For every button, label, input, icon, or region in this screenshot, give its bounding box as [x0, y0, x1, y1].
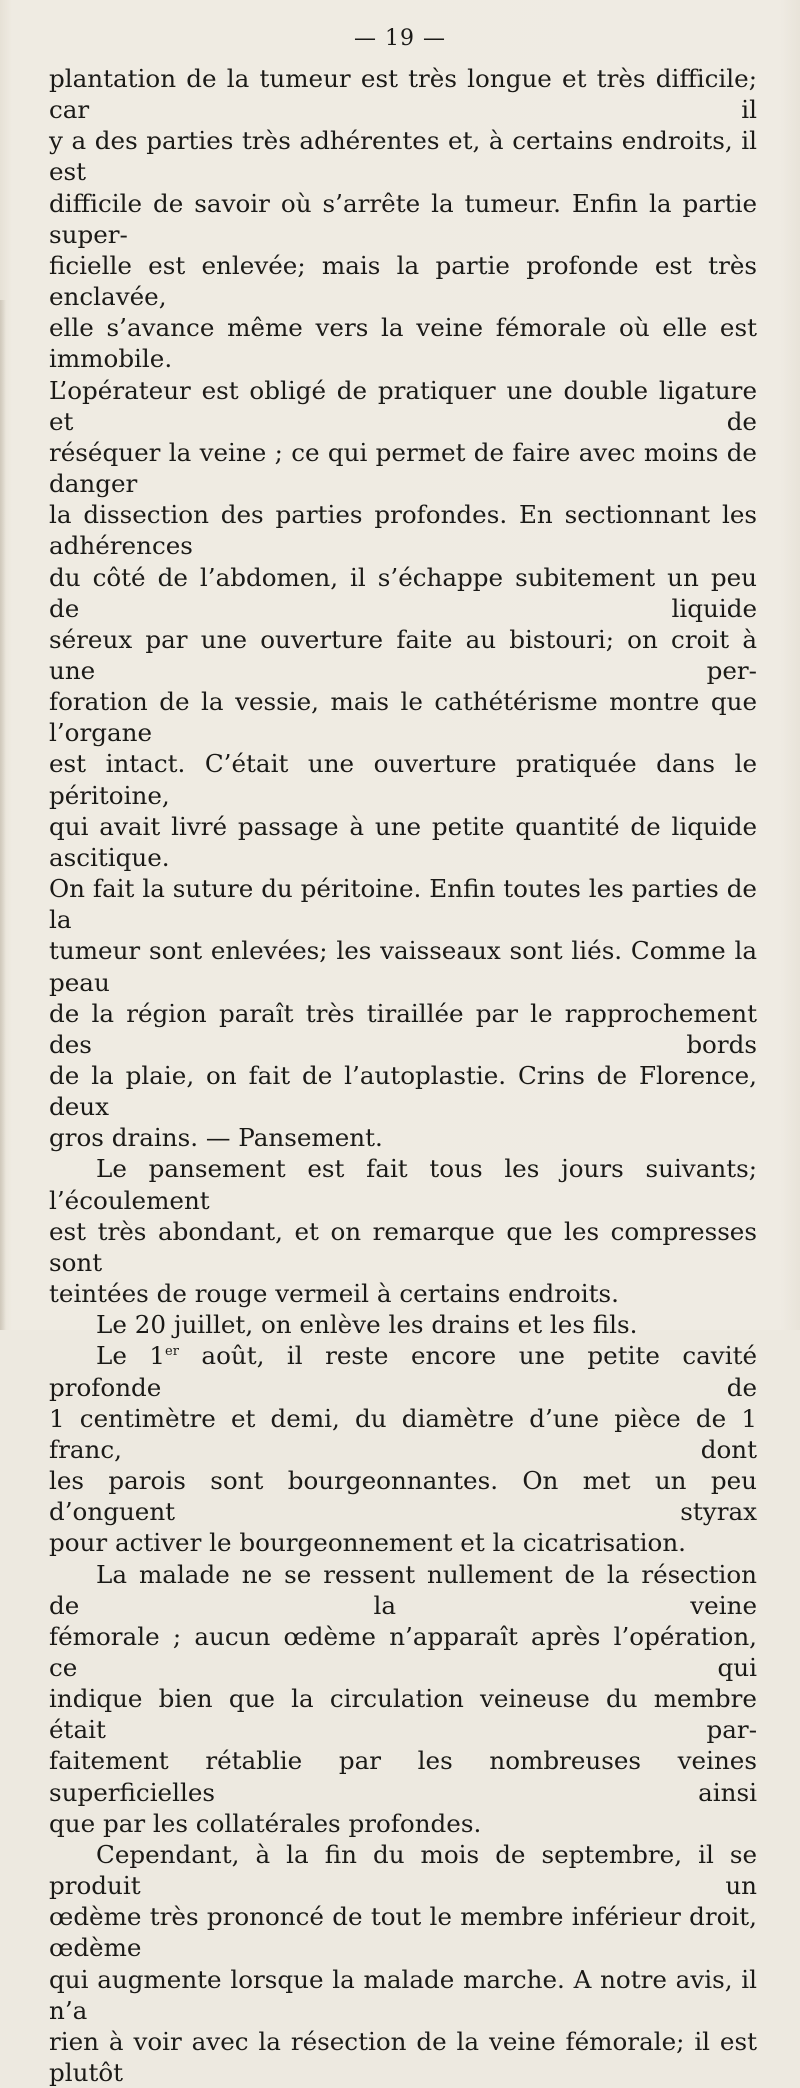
text-line: foration de la vessie, mais le cathétérisme montre que l’organe: [49, 687, 757, 748]
text-line: qui avait livré passage à une petite quantité de liquide ascitique.: [49, 811, 757, 872]
text-line: Cependant, à la fin du mois de septembre, il se produit un: [49, 1839, 757, 1901]
ordinal-superscript: er: [165, 1344, 179, 1360]
text-line: [49, 1340, 757, 1402]
body-text: [49, 63, 757, 2088]
text-line: L’opérateur est obligé de pratiquer une double ligature et de: [49, 375, 757, 436]
text-line: Le pansement est fait tous les jours suivants; l’écoulement: [49, 1154, 757, 1215]
text-line: On fait la suture du péritoine. Enfin toutes les parties de la: [49, 874, 757, 935]
text-line: teintées de rouge vermeil à certains endroits.: [49, 1279, 619, 1309]
text-line: la dissection des parties profondes. En sectionnant les adhérences: [49, 500, 757, 561]
text-line: faitement rétablie par les nombreuses veines superficielles ainsi: [49, 1746, 757, 1807]
text-line: elle s’avance même vers la veine fémorale où elle est immobile.: [49, 313, 757, 374]
text-line: ficielle est enlevée; mais la partie profonde est très enclavée,: [49, 250, 757, 312]
text-line: difficile de savoir où s’arrête la tumeur. Enfin la partie super-: [49, 188, 757, 249]
text-line: que par les collatérales profondes.: [49, 1808, 482, 1838]
page-edge-shadow: [0, 300, 6, 1330]
text-line: de la plaie, on fait de l’autoplastie. Crins de Florence, deux: [49, 1061, 757, 1122]
text-line: œdème très prononcé de tout le membre inférieur droit, œdème: [49, 1902, 757, 1963]
text-line: y a des parties très adhérentes et, à certains endroits, il est: [49, 126, 757, 187]
text-line: La malade ne se ressent nullement de la résection de la veine: [49, 1559, 757, 1620]
text-line: est très abondant, et on remarque que les compresses sont: [49, 1216, 757, 1277]
text-line: du côté de l’abdomen, il s’échappe subitement un peu de liquide: [49, 562, 757, 623]
text-line: pour activer le bourgeonnement et la cicatrisation.: [49, 1528, 686, 1558]
text-line: Le 20 juillet, on enlève les drains et les fils.: [96, 1310, 638, 1340]
text-line: est intact. C’était une ouverture pratiquée dans le péritoine,: [49, 749, 757, 810]
text-line: les parois sont bourgeonnantes. On met un peu d’onguent styrax: [49, 1466, 757, 1527]
text-line: réséquer la veine ; ce qui permet de faire avec moins de danger: [49, 437, 757, 499]
date-prefix: Le 1: [96, 1341, 166, 1371]
text-line: gros drains. — Pansement.: [49, 1123, 383, 1153]
date-line-text: août, il reste encore une petite cavité profonde de: [49, 1341, 758, 1402]
text-line: rien à voir avec la résection de la veine fémorale; il est plutôt: [49, 2026, 757, 2087]
page-number: — 19 —: [354, 26, 446, 51]
text-line: tumeur sont enlevées; les vaisseaux sont liés. Comme la peau: [49, 936, 757, 997]
text-line: qui augmente lorsque la malade marche. A notre avis, il n’a: [49, 1964, 757, 2025]
text-line: séreux par une ouverture faite au bistouri; on croit à une per-: [49, 624, 757, 685]
text-line: indique bien que la circulation veineuse du membre était par-: [49, 1684, 757, 1745]
text-line: plantation de la tumeur est très longue et très difficile; car il: [49, 64, 757, 125]
text-line: fémorale ; aucun œdème n’apparaît après l’opération, ce qui: [49, 1621, 757, 1682]
text-line: 1 centimètre et demi, du diamètre d’une pièce de 1 franc, dont: [49, 1403, 757, 1464]
text-line: de la région paraît très tiraillée par le rapprochement des bords: [49, 998, 757, 1059]
